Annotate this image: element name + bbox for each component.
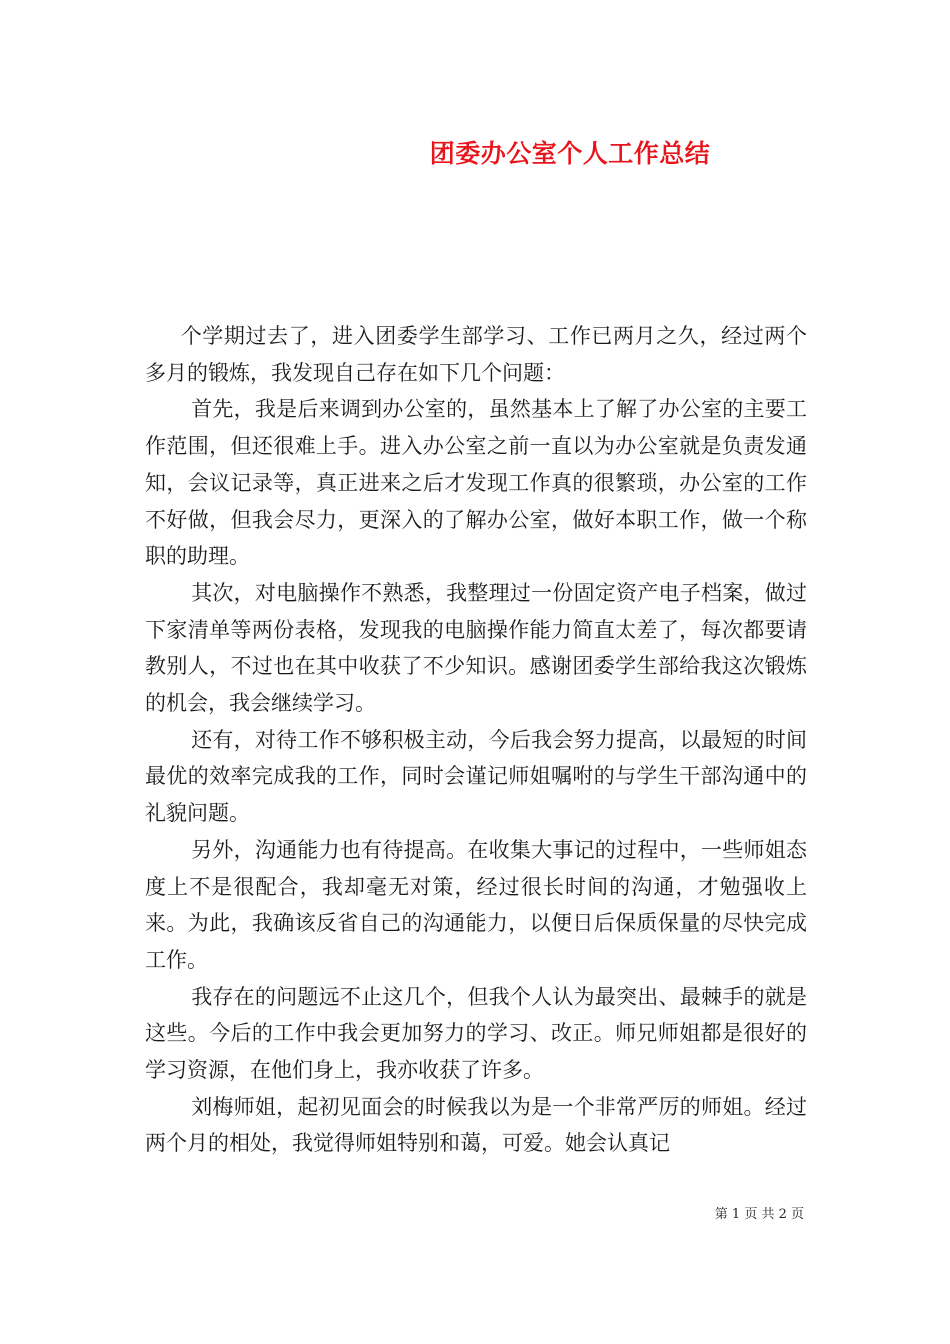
- paragraph-6: 我存在的问题远不止这几个，但我个人认为最突出、最棘手的就是这些。今后的工作中我会更加努力的学习、改正。师兄师姐都是很好的学习资源，在他们身上，我亦收获了许多。: [145, 984, 807, 1083]
- paragraph-4: 还有，对待工作不够积极主动，今后我会努力提高，以最短的时间最优的效率完成我的工作，同时会谨记师姐嘱咐的与学生干部沟通中的礼貌问题。: [145, 727, 807, 826]
- paragraph-1: 个学期过去了，进入团委学生部学习、工作已两月之久，经过两个多月的锻炼，我发现自己存在如下几个问题：: [145, 324, 807, 385]
- page-number: 第 1 页 共 2 页: [714, 1207, 804, 1222]
- paragraph-5: 另外，沟通能力也有待提高。在收集大事记的过程中，一些师姐态度上不是很配合，我却毫无对策，经过很长时间的沟通，才勉强收上来。为此，我确该反省自己的沟通能力，以便日后保质保量的尽快完成工作。: [145, 837, 807, 972]
- paragraph-3: 其次，对电脑操作不熟悉，我整理过一份固定资产电子档案，做过下家清单等两份表格，发现我的电脑操作能力简直太差了，每次都要请教别人，不过也在其中收获了不少知识。感谢团委学生部给我这次锻炼的机会，我会继续学习。: [145, 580, 807, 716]
- document-body: [145, 318, 807, 1162]
- document-title: 团委办公室个人工作总结: [429, 139, 711, 168]
- paragraph-2: 首先，我是后来调到办公室的，虽然基本上了解了办公室的主要工作范围，但还很难上手。进入办公室之前一直以为办公室就是负责发通知，会议记录等，真正进来之后才发现工作真的很繁琐，办公室的工作不好做，但我会尽力，更深入的了解办公室，做好本职工作，做一个称职的助理。: [145, 397, 807, 569]
- page-footer: [715, 1203, 804, 1222]
- paragraph-7: 刘梅师姐，起初见面会的时候我以为是一个非常严厉的师姐。经过两个月的相处，我觉得师姐特别和蔼，可爱。她会认真记: [145, 1094, 807, 1156]
